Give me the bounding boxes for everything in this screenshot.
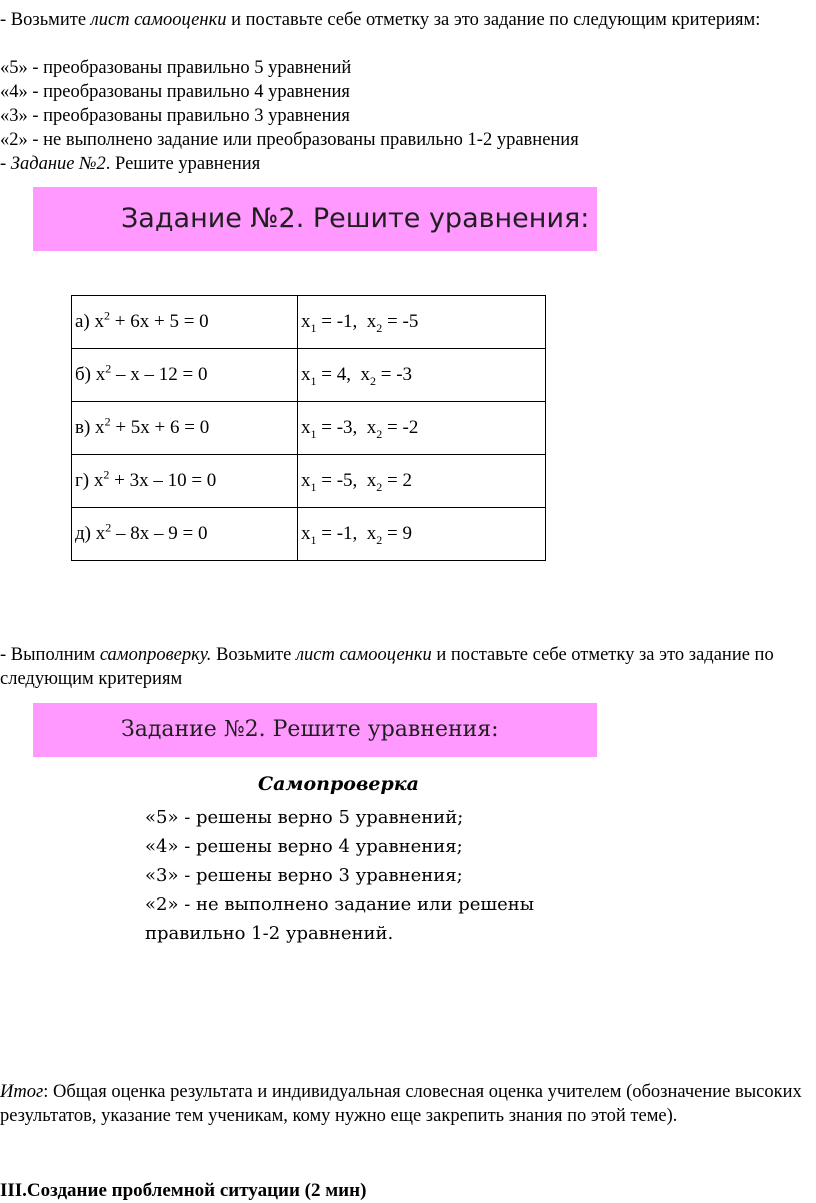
criterion-2: «2» - не выполнено задание или преобразованы правильно 1-2 уравнения [0,130,579,150]
equations-table [71,295,546,561]
table-row [72,296,546,349]
criterion-4: «4» - преобразованы правильно 4 уравнения [0,82,350,102]
task-banner-2 [33,703,597,757]
check-item-3: «3» - решены верно 3 уравнения; [145,865,463,886]
roots-cell: $х_1 = -5$, $х_2 = 2$ [298,455,546,508]
roots-cell: $х_1 = -1$, $х_2 = -5$ [298,296,546,349]
self-check-title: Самопроверка [258,773,419,795]
task-banner-2-title: Задание №2. Решите уравнения: [121,717,499,742]
roots-cell: $х_1 = -1$, $х_2 = 9$ [298,508,546,561]
table-row [72,402,546,455]
equation-cell: г) $х^2 + 3х - 10 = 0$ [72,455,298,508]
self-check-list [145,803,585,948]
table-row [72,349,546,402]
roots-cell: $х_1 = -3$, $х_2 = -2$ [298,402,546,455]
table-row [72,455,546,508]
equation-cell: в) $х^2 + 5х + 6 = 0$ [72,402,298,455]
roots-cell: $х_1 = 4$, $х_2 = -3$ [298,349,546,402]
result-paragraph: Итог: Общая оценка результата и индивидуальная словесная оценка учителем (обозначение высоких результатов, указание тем ученикам, кому нужно еще закрепить знания по этой теме). [0,1082,802,1126]
task-banner-title: Задание №2. Решите уравнения: [121,203,590,234]
intro-paragraph: - Возьмите лист самооценки и поставьте себе отметку за это задание по следующим критериям: [0,10,761,30]
check-item-2: «2» - не выполнено задание или решены правильно 1-2 уравнений. [145,894,535,944]
table-row [72,508,546,561]
self-check-paragraph: - Выполним самопроверку. Возьмите лист самооценки и поставьте себе отметку за это задание по следующим критериям [0,645,774,689]
self-assessment-sheet-term: лист самооценки [90,10,227,30]
task-banner [33,187,597,251]
section-title: III.Создание проблемной ситуации (2 мин) [0,1180,367,1201]
equation-cell: б) $х^2 - х - 12 = 0$ [72,349,298,402]
equation-cell: д) $х^2 - 8х - 9 = 0$ [72,508,298,561]
criterion-5: «5» - преобразованы правильно 5 уравнений [0,58,352,78]
criterion-3: «3» - преобразованы правильно 3 уравнения [0,106,350,126]
equation-cell: а) $х^2 + 6х + 5 = 0$ [72,296,298,349]
check-item-4: «4» - решены верно 4 уравнения; [145,836,463,857]
task-line: - Задание №2. Решите уравнения [0,154,261,174]
check-item-5: «5» - решены верно 5 уравнений; [145,807,464,828]
